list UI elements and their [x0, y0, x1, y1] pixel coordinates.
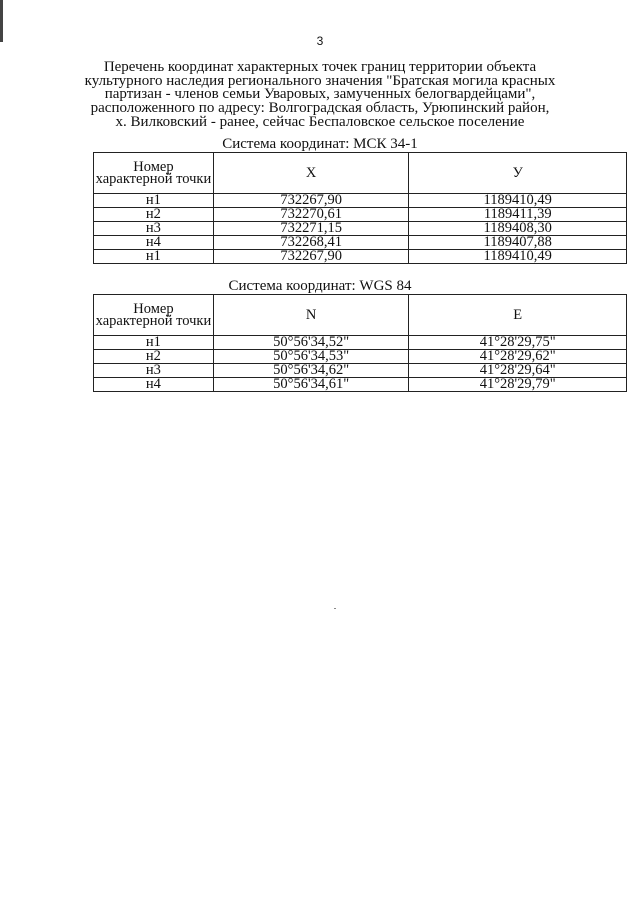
y-value: 1189411,39: [409, 208, 627, 222]
scan-speck: [334, 608, 336, 609]
latitude-value: 50°56'34,53": [213, 350, 409, 364]
header-y: У: [409, 153, 627, 194]
longitude-value: 41°28'29,62": [409, 350, 627, 364]
title-line: культурного наследия регионального значения "Братская могила красных: [84, 72, 556, 89]
table-header-row: [94, 295, 627, 336]
point-name: н2: [94, 350, 214, 364]
title-line: расположенного по адресу: Волгоградская область, Урюпинский район,: [90, 100, 550, 117]
point-name: н1: [94, 250, 214, 264]
coordinates-table-msk: [93, 152, 627, 264]
longitude-value: 41°28'29,79": [409, 378, 627, 392]
point-name: н4: [94, 378, 214, 392]
x-value: 732267,90: [213, 250, 409, 264]
point-name: н3: [94, 222, 214, 236]
table-row: [94, 250, 627, 264]
latitude-value: 50°56'34,62": [213, 364, 409, 378]
header-x: X: [213, 153, 409, 194]
title-line: Перечень координат характерных точек границ территории объекта: [103, 59, 537, 75]
document-title: [80, 61, 560, 130]
longitude-value: 41°28'29,75": [409, 336, 627, 350]
point-name: н2: [94, 208, 214, 222]
x-value: 732270,61: [213, 208, 409, 222]
coordinate-system-label: Система координат: МСК 34-1: [222, 136, 418, 152]
header-n: N: [213, 295, 409, 336]
table-header-row: [94, 153, 627, 194]
y-value: 1189410,49: [409, 194, 627, 208]
latitude-value: 50°56'34,61": [213, 378, 409, 392]
title-line: х. Вилковский - ранее, сейчас Беспаловское сельское поселение: [115, 113, 525, 130]
header-point-number: Номер характерной точки: [94, 153, 214, 194]
x-value: 732271,15: [213, 222, 409, 236]
coordinate-system-label: Система координат: WGS 84: [228, 278, 412, 294]
latitude-value: 50°56'34,52": [213, 336, 409, 350]
point-name: н4: [94, 236, 214, 250]
header-point-number: Номер характерной точки: [94, 295, 214, 336]
point-name: н1: [94, 336, 214, 350]
title-line: партизан - членов семьи Уваровых, замученных белогвардейцами",: [104, 86, 536, 103]
longitude-value: 41°28'29,64": [409, 364, 627, 378]
y-value: 1189407,88: [409, 236, 627, 250]
coordinates-table-wgs84: [93, 294, 627, 392]
point-name: н3: [94, 364, 214, 378]
point-name: н1: [94, 194, 214, 208]
table-row: [94, 378, 627, 392]
y-value: 1189410,49: [409, 250, 627, 264]
page-number: 3: [316, 34, 324, 48]
x-value: 732267,90: [213, 194, 409, 208]
header-e: E: [409, 295, 627, 336]
y-value: 1189408,30: [409, 222, 627, 236]
x-value: 732268,41: [213, 236, 409, 250]
